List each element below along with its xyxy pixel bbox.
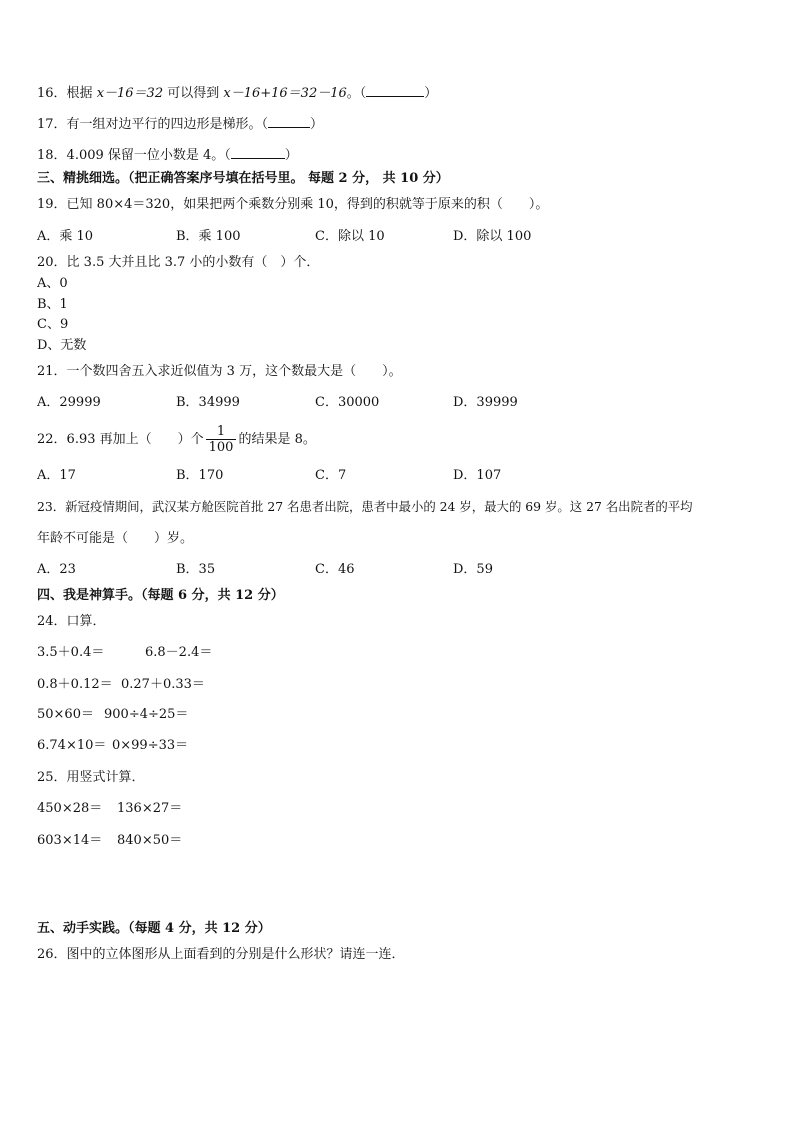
q16-paren: ） bbox=[424, 86, 438, 101]
question-16 bbox=[37, 84, 437, 102]
q22-option-b[interactable]: B．170 bbox=[176, 468, 224, 483]
q24-item: 3.5＋0.4＝ bbox=[37, 645, 105, 660]
q25-title: 25．用竖式计算． bbox=[37, 770, 145, 785]
q19-option-b[interactable]: B．乘 100 bbox=[176, 229, 241, 244]
q16-text: 16．根据 bbox=[37, 86, 97, 101]
q25-item: 603×14＝ bbox=[37, 833, 103, 848]
q23-stem-line-1: 23．新冠疫情期间，武汉某方舱医院首批 27 名患者出院，患者中最小的 24 岁，最大的 69 岁。这 27 名出院者的平均 bbox=[37, 499, 693, 514]
q22-text-post: 的结果是 8。 bbox=[238, 432, 316, 447]
q18-paren: ） bbox=[284, 148, 298, 163]
q22-fraction bbox=[206, 424, 237, 455]
q24-item: 0.8＋0.12＝ bbox=[37, 677, 113, 692]
q23-stem-line-2: 年龄不可能是（ ）岁。 bbox=[37, 531, 194, 546]
q25-item: 136×27＝ bbox=[117, 801, 183, 816]
q20-option-d[interactable]: D、无数 bbox=[37, 338, 87, 353]
question-18 bbox=[37, 146, 298, 164]
q23-option-d[interactable]: D．59 bbox=[453, 562, 493, 577]
q17-answer-blank[interactable] bbox=[268, 115, 310, 128]
q23-option-b[interactable]: B．35 bbox=[176, 562, 216, 577]
q26-stem: 26．图中的立体图形从上面看到的分别是什么形状？请连一连． bbox=[37, 947, 405, 962]
q24-item: 0×99÷33＝ bbox=[112, 738, 189, 753]
q19-option-c[interactable]: C．除以 10 bbox=[315, 229, 385, 244]
q16-equation-2: x－16+16＝32－16 bbox=[223, 86, 347, 101]
q21-option-b[interactable]: B．34999 bbox=[176, 395, 240, 410]
q19-stem: 19．已知 80×4＝320，如果把两个乘数分别乘 10，得到的积就等于原来的积（ ）。 bbox=[37, 197, 549, 212]
q16-equation-1: x－16＝32 bbox=[96, 86, 164, 101]
q23-option-c[interactable]: C．46 bbox=[315, 562, 355, 577]
q25-item: 450×28＝ bbox=[37, 801, 103, 816]
section-4-heading: 四、我是神算手。（每题 6 分，共 12 分） bbox=[37, 588, 284, 603]
q18-answer-blank[interactable] bbox=[231, 146, 285, 159]
fraction-denominator: 100 bbox=[208, 440, 234, 455]
q24-item: 6.74×10＝ bbox=[37, 738, 107, 753]
q21-option-d[interactable]: D．39999 bbox=[453, 395, 518, 410]
q24-item: 0.27＋0.33＝ bbox=[121, 677, 205, 692]
q20-option-b[interactable]: B、1 bbox=[37, 297, 68, 312]
q22-option-a[interactable]: A．17 bbox=[37, 468, 76, 483]
q23-option-a[interactable]: A．23 bbox=[37, 562, 76, 577]
q24-title: 24．口算． bbox=[37, 614, 106, 629]
q22-text: 22．6.93 再加上（ ）个 bbox=[37, 432, 204, 447]
section-3-heading: 三、精挑细选。（把正确答案序号填在括号里。 每题 2 分， 共 10 分） bbox=[37, 171, 449, 186]
q24-item: 50×60＝ bbox=[37, 707, 94, 722]
fraction-numerator: 1 bbox=[206, 424, 237, 440]
question-22 bbox=[37, 423, 316, 457]
q24-item: 900÷4÷25＝ bbox=[104, 707, 189, 722]
q16-text-mid: 可以得到 bbox=[163, 86, 224, 101]
q17-paren: ） bbox=[310, 117, 324, 132]
q18-text: 18．4.009 保留一位小数是 4。（ bbox=[37, 148, 231, 163]
q24-item: 6.8－2.4＝ bbox=[145, 645, 213, 660]
q19-option-a[interactable]: A．乘 10 bbox=[37, 229, 94, 244]
q22-option-d[interactable]: D．107 bbox=[453, 468, 502, 483]
q16-answer-blank[interactable] bbox=[366, 84, 424, 97]
q20-stem: 20．比 3.5 大并且比 3.7 小的小数有（ ）个． bbox=[37, 255, 320, 270]
section-5-heading: 五、动手实践。（每题 4 分，共 12 分） bbox=[37, 921, 271, 936]
q21-stem: 21．一个数四舍五入求近似值为 3 万，这个数最大是（ ）。 bbox=[37, 364, 402, 379]
q20-option-a[interactable]: A、0 bbox=[37, 276, 68, 291]
q25-item: 840×50＝ bbox=[117, 833, 183, 848]
question-17 bbox=[37, 115, 323, 133]
q21-option-a[interactable]: A．29999 bbox=[37, 395, 101, 410]
q16-text-post: 。（ bbox=[346, 86, 367, 101]
q21-option-c[interactable]: C．30000 bbox=[315, 395, 380, 410]
q19-option-d[interactable]: D．除以 100 bbox=[453, 229, 532, 244]
q22-option-c[interactable]: C．7 bbox=[315, 468, 347, 483]
q17-text: 17．有一组对边平行的四边形是梯形。（ bbox=[37, 117, 269, 132]
q20-option-c[interactable]: C、9 bbox=[37, 317, 69, 332]
